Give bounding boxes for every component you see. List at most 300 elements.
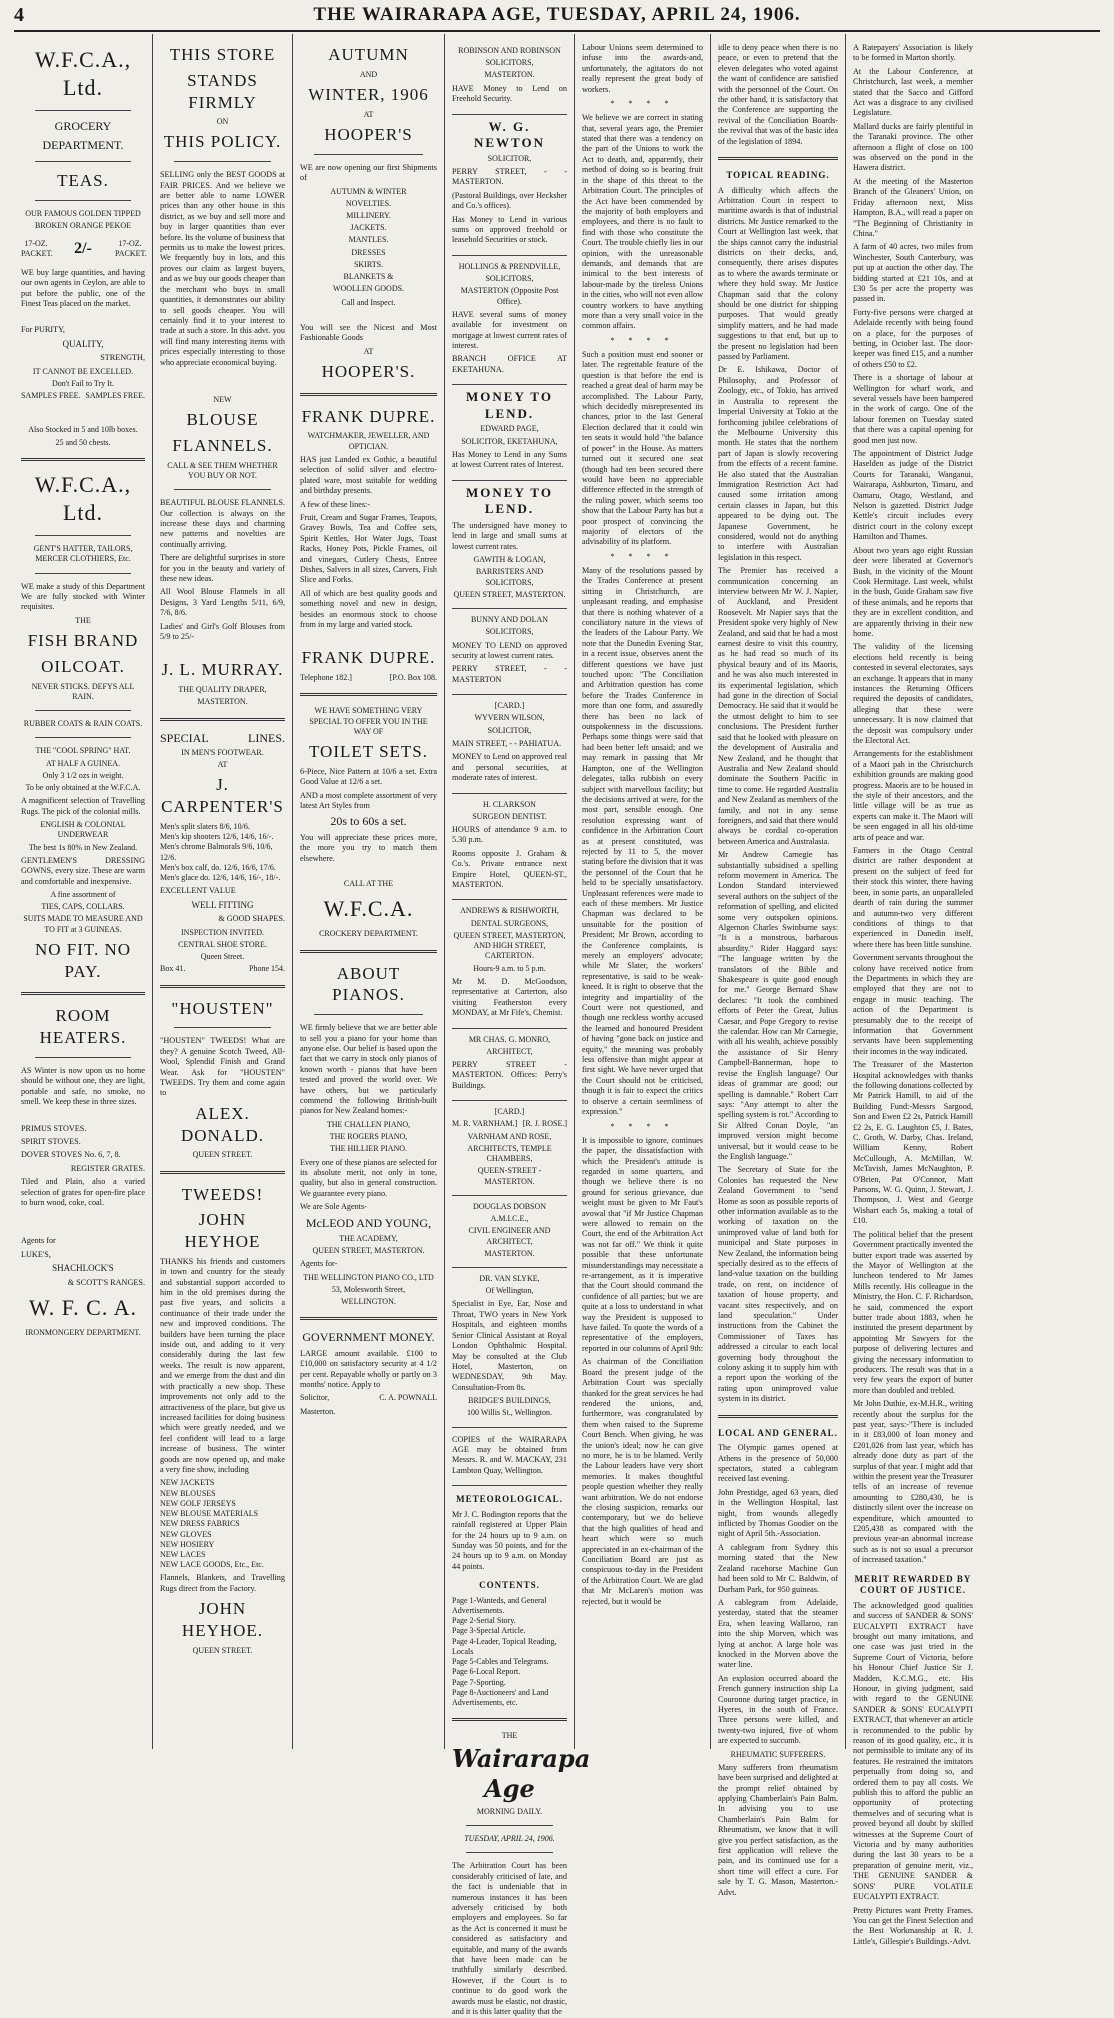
list-item: NEW LACES: [160, 1550, 206, 1559]
ad-title: HOLLINGS & PRENDVILLE,: [458, 261, 561, 271]
ad-sub: DENTAL SURGEONS,: [470, 918, 549, 928]
cannot-be-excelled: IT CANNOT BE EXCELLED.: [32, 366, 134, 376]
list-item: Page 8-Auctioneers' and Land Advertisements, etc.: [452, 1687, 549, 1708]
excellent: EXCELLENT VALUE: [160, 886, 236, 896]
winter: WINTER, 1906: [308, 84, 429, 104]
call-see: CALL & SEE THEM WHETHER YOU BUY OR NOT.: [167, 460, 278, 480]
list-item: AUTUMN & WINTER: [330, 186, 407, 196]
ad-copies: [452, 1428, 567, 1487]
column-5: [574, 34, 710, 1749]
grocery: GROCERY: [54, 119, 112, 134]
local-paragraph: The Treasurer of the Masterton Hospital acknowledges with thanks the following donations collected by Mr Patrick Hamill, to aid of the Building Fund:-Messrs Sargood, Son and Ewen £2 2s, Patrick Hamill £2 2s, E. G. Laughton £5, J. Bates, C. Groth, W. Darby, Chas. Ireland, William Kenny, Robert McCullough, A. McMillan, W. McTavish, James McNaughton, P. O'Brien, Pat O'Connor, Matt Parsons, W. G. Quinn, J. Stewart, J. Thompson, J. West and George Wishart each 5s, making a total of £10.: [853, 1060, 973, 1226]
masterton: Masterton.: [300, 1406, 336, 1416]
contents-heading: CONTENTS.: [479, 1580, 540, 1591]
masthead: [14, 0, 1100, 32]
dupre: FRANK DUPRE.: [301, 648, 436, 668]
something: WE HAVE SOMETHING VERY SPECIAL TO OFFER YOU IN THE WAY OF: [309, 706, 428, 736]
ad-wyvern: [452, 695, 567, 793]
murray: J. L. MURRAY.: [161, 660, 284, 680]
ad-newton: [452, 115, 567, 256]
sizes: Only 3 1/2 ozs in weight.: [42, 770, 124, 780]
list-item: NEW GOLF JERSEYS: [160, 1498, 236, 1508]
list-item: Men's box calf, do. 12/6, 16/6, 17/6.: [160, 862, 276, 872]
heyhoe: JOHN HEYHOE: [184, 1210, 261, 1252]
list-item: THE CHALLEN PIANO,: [326, 1119, 411, 1129]
alex-donald: ALEX. DONALD.: [180, 1103, 265, 1145]
ad-dobson: [452, 1196, 567, 1268]
list-item: WOOLLEN GOODS.: [332, 284, 405, 294]
this-policy: THIS POLICY.: [163, 132, 282, 152]
merit-heading: MERIT REWARDED BY COURT OF JUSTICE.: [854, 1573, 972, 1596]
primus: PRIMUS STOVES.: [21, 1123, 87, 1133]
topical-paragraph: The Secretary of State for the Colonies has requested the New Zealand Government to "send Home as soon as possible reports of other information available as to the working of taxation on the unimproved value of land both for municipal and State purposes in New Zealand, the information being specially desired as to the effects of land-value taxation on the building trade, on rent, on incidence of taxation of house property, and vacant sites respectively, and on land speculation." Under instructions from the Cabinet the Commissioner of Taxes has addressed a circular to each local governing body throughout the colony asking it to supply him with a report upon the working of the rating upon unimproved value system in its district.: [718, 1165, 838, 1404]
list-item: NEW LACE GOODS, Etc., Etc.: [160, 1560, 264, 1570]
ad-place: 100 Willis St., Wellington.: [467, 1408, 552, 1418]
this-store: THIS STORE: [169, 45, 276, 64]
rugs: A magnificent selection of Travelling Rugs. The pick of the colonial mills.: [21, 796, 145, 816]
contact-row: [160, 964, 285, 974]
ad-title: H. CLARKSON: [483, 799, 536, 809]
ad-place: QUEEN STREET, MASTERTON, AND HIGH STREET, CARTERTON.: [453, 930, 566, 961]
and: AND: [359, 69, 378, 79]
crockery: CROCKERY DEPARTMENT.: [319, 929, 418, 939]
ad-varnham: [452, 1101, 567, 1196]
list-item: MANTLES.: [348, 235, 389, 245]
the: THE: [501, 1731, 518, 1741]
special: SPECIAL: [160, 730, 209, 745]
ad-sub: SOLICITORS,: [485, 627, 534, 637]
local-paragraph: The political belief that the present Government practically invented the butter export trade was asserted by the Mayor of Wellington at the luncheon tendered to Mr James Mills recently. His colleague in the Ministry, the Hon. C. F. Richardson, he said, commenced the export butter trade about 1883, when he instituted the present department by appointing Mr Sawyers for the purpose of delivering lectures and giving the necessary information to producers. The result was that in a very few years the export of butter more than doubled and trebled.: [853, 1229, 973, 1395]
ad-clarkson: [452, 794, 567, 901]
ad-sub: SOLICITORS,: [485, 274, 534, 284]
govt-body: LARGE amount available. £100 to £10,000 on satisfactory security at 4 1/2 per cent. Repayable wholly or partly on 3 months' notice. Apply to: [300, 1348, 437, 1390]
local-paragraph: The validity of the licensing elections held recently is being contested in several electorates, says an exchange. It appears that in many instances the Returning Officers required the deposits of candidates, alleging that these were unnecessary. It is now claimed that the deposit was compulsory under the Electoral Act.: [853, 642, 973, 745]
ad-sub: SOLICITOR,: [487, 725, 532, 735]
ad-title: BUNNY AND DOLAN: [470, 615, 549, 625]
local-paragraph: The appointment of District Judge Haselden as judge of the District Courts for Taranaki, Wanganui, Wairarapa, Ashburton, Timaru, and Oamaru, Otago, Westland, and Nelson is gazetted. District Judge Kettle's circuit includes every district court in the colony except Hamilton and Thames.: [853, 449, 973, 542]
topical-paragraph: Mr Andrew Carnegie has substantially subsidised a spelling reform movement in America. The London Standard interviewed several authors on the subject of the reformation of spelling, and elicited some very outspoken opinions. Algernon Charles Swinburne says: "It is a monstrous, barbarous absurdity." Rider Haggard says: "The language written by the translators of the Bible and Shakespeare is quite good enough for me." George Bernard Shaw declares: "It took the combined efforts of Peter the Great, Julius Caesar, and Pope Gregory to revise the calendar. How can Mr Carnegie, with all his wealth, achieve possibly the assistance of Sir Henry Campbell-Bannerman, hope to revise the English language? Our ideas of grammar are good; our spelling is damnable." Robert Carr says: "Any attempt to alter the spelling system is rot." According to Sir Alfred Conan Doyle, "an improved version might become universal, but it would cease to be the English language.": [718, 850, 838, 1161]
list-item: NOVELTIES.: [345, 198, 392, 208]
local-paragraph: Mr John Duthie, ex-M.H.R., writing recently about the surplus for the past year, says:-"There is included in it £83,000 of loan money and £201,026 from last year, which has already done duty as part of the surplus of that year. I might add that within the present year the Treasurer tells of an increase of revenue amounting to £280,430, he is distinctly silent over the increase on expenditure, which amounted to £205,438 as compared with the previous year-an abnormal increase such as is not so usual a precursor of increased taxation.": [853, 1399, 973, 1565]
guinea: AT HALF A GUINEA.: [45, 758, 121, 768]
column-3: [292, 34, 444, 1749]
tea-line: OUR FAMOUS GOLDEN TIPPED: [25, 208, 141, 218]
ironmongery: IRONMONGERY DEPARTMENT.: [25, 1328, 141, 1338]
ad-title: VARNHAM AND ROSE,: [467, 1131, 552, 1141]
list-item: JACKETS.: [350, 223, 387, 233]
list-item: Men's kip shooters 12/6, 14/6, 16/-.: [160, 832, 274, 842]
ties: TIES, CAPS, COLLARS.: [41, 902, 125, 912]
local-paragraph: Forty-five persons were charged at Adelaide recently with being found on a place, for the purposes of betting, in October last. The door-keeper was fined £15, and a number of others £50 to £2.: [853, 307, 973, 369]
local-paragraph: A farm of 40 acres, two miles from Winchester, South Canterbury, was put up at auction the other day. The bidding started at £21 10s, and at £30 5s per acre the property was passed in.: [853, 242, 973, 304]
local-paragraph: The Olympic games opened at Athens in the presence of 50,000 spectators, stated a cablegram received last evening.: [718, 1443, 838, 1484]
separator: * * * *: [610, 1121, 675, 1131]
topical-paragraph: The Premier has received a communication concerning an interview between Mr W. J. Napier, of Auckland, and President Roosevelt. Mr Napier says that the President spoke very highly of New Zealand, and said that he had a most earnest desire to visit this country, as he had read so much of its physical beauty and of its Maoris, and he was also much interested in its experimental legislation, which had gone in the direction of Social Democracy. He said that it would be the utmost delight to him to see conclusions. The President further said that he looked with pleasure on the development of Australia and New Zealand, and he thought that Australia and New Zealand should dominate the Southern Pacific in time to come. He regarded Australia and New Zealand as members of the family, and not in any sense foreigners, and said that there would always be cordial co-operation between America and Australasia.: [718, 566, 838, 846]
ad-place: QUEEN STREET, MASTERTON.: [453, 589, 566, 599]
hoopers: HOOPER'S: [324, 124, 413, 144]
local-paragraph: There is a shortage of labour at Wellington for wharf work, and several vessels have been hampered in the work of cargo. One of the labour foremen on Tuesday stated that there was a capital opening for good men just now.: [853, 373, 973, 445]
ad-body: MONEY TO LEND on approved security at lowest current rates.: [452, 640, 567, 661]
announcement: A fine assortment of: [50, 889, 116, 899]
housten: "HOUSTEN": [171, 998, 274, 1018]
price: 2/-: [74, 240, 92, 258]
leader-body: The Arbitration Court has been considerably criticised of late, and the fact is undeniable that in numerous instances it has been adversely criticised by both employers and employees. So far as the Act is concerned it must be considered as satisfactory and equitable, and many of the awards that have been made can be truthfully similarly described. However, if the Court is to continue to do good work the awards must be elastic, not drastic, and it is this latter quality that the: [452, 1861, 567, 2017]
local-general-heading: LOCAL AND GENERAL.: [718, 1427, 838, 1438]
cool-spring: THE "COOL SPRING" HAT.: [35, 746, 131, 756]
nameplate: Wairarapa Age: [452, 1743, 591, 1804]
at: AT: [217, 760, 228, 770]
list-item: Page 3-Special Article.: [452, 1626, 526, 1636]
list-item: Page 1-Wanteds, and General Advertisements.: [452, 1595, 547, 1615]
leader-paragraph: Many of the resolutions passed by the Trades Conference at present sitting in Christchurch, are unpleasant reading, and emphasise that there is nothing whatever of a conciliatory nature in the views of the leaders of the Labour Party. We note that the Dunedin Evening Star, in a recent issue, observes anent the different questions we have just touched upon: "The Conciliation and Arbitration question has come before the Trades Conference in more than one form, and assuredly there has been no lack of outspokenness in the discussions. Perhaps some things were said that had been better left unsaid; and we may remark in passing that Mr Hampton, one of the Wellington delegates, talks rubbish on every subject with marvellous facility; but the decisions arrived at were, for the most part, sensible enough. One resolution expressing want of confidence in the Arbitration Court as at present constituted, was rejected by 11 to 5, the mover stating before the division that it was the personnel of the Court that he held to be specially unsatisfactory. Unpleasant references were made to each of these members. Mr Justice Chapman was declared to be unsuitable for the position of President; Mr Brown, according to the Conference complaints, is merely an employers' advocate; while Mr Slater, the workers' representative, is said to be weak-kneed. It is right to observe that the integrity and impartiality of the Court were not questioned, and though one reckless worthy accused the learned and honoured President of having "gone back on justice and equity," the meaning was probably less offensive than might appear at first sight. We have never urged that the Court should not be criticised, though it is fair to expect the critics to observe a certain seemliness of expression.": [582, 565, 703, 1117]
ranges: & SCOTT'S RANGES.: [67, 1277, 145, 1287]
contact-row: [300, 673, 437, 683]
ad-body: Has Money to Lend in various sums on approved freehold or leasehold Securities or stock.: [452, 214, 567, 245]
samples-row: [21, 391, 145, 401]
list-item: Page 5-Cables and Telegrams.: [452, 1657, 549, 1667]
toilet-sets: TOILET SETS.: [308, 742, 429, 762]
list-item: THE ROGERS PIANO,: [329, 1132, 408, 1142]
ad-page: [452, 385, 567, 481]
ad-title: MONEY TO LEND.: [466, 389, 553, 421]
meteorological-body: Mr J. C. Bodington reports that the rainfall registered at Upper Plain for the 24 hours up to 9 a.m. on Sunday was 50 points, and for the 24 hours up to 9 a.m. on Monday 44 points.: [452, 1509, 567, 1571]
quality-draper: THE QUALITY DRAPER,: [178, 685, 267, 695]
quality: QUALITY,: [62, 338, 104, 349]
obtained: To be only obtained at the W.F.C.A.: [25, 782, 141, 792]
rubber-coats: RUBBER COATS & RAIN COATS.: [23, 719, 143, 729]
autumn: AUTUMN: [328, 45, 409, 64]
card: [CARD.]: [494, 1107, 525, 1117]
ad-place: PERRY STREET - MASTERTON. Offices: Perry's Buildings.: [452, 1059, 567, 1090]
topical-paragraph: A difficulty which affects the Arbitration Court in respect to maritime awards is that of industrial districts. Mr Justice remarked to the Court at Wellington last week, that the ships cannot carry the industrial districts on their decks, and, consequently, there arises disputes as to where the awards terminate or where they hold sway. Mr Justice Chapman said that the colony should be one district for shipping purposes. That would greatly simplify matters, and he had made suggestions to that end, but up to the present no legislation had been passed by Parliament.: [718, 185, 838, 362]
suits: SUITS MADE TO MEASURE AND TO FIT at 3 GUINEAS.: [23, 914, 143, 934]
best: The best 1s 80% in New Zealand.: [28, 842, 138, 852]
ad-place: BRIDGE'S BUILDINGS,: [468, 1396, 551, 1406]
few-lines: A few of these lines:-: [300, 499, 371, 509]
ladies: Ladies' and Girl's Golf Blouses from 5/9 to 25/-: [160, 621, 285, 642]
lukes: LUKE'S,: [21, 1249, 51, 1259]
topical-paragraph: Dr E. Ishikawa, Doctor of Philosophy, and Professor of Zoology, etc., of Tokio, has arrived in Australia to represent the Imperial University at Tokio at the forthcoming jubilee celebrations of the Melbourne University this month. He states that the northern part of Japan is slowly recovering from the effects of a recent famine. He also stated that the Australian Immigration Restriction Act had caused some irritation among certain classes in Japan, but this appeared to be dying out. The Japanese Government, he considered, would not do anything to interfere with Australian legislation in this respect.: [718, 365, 838, 562]
agents: Agents for-: [300, 1259, 338, 1269]
molesworth: 53, Molesworth Street,: [331, 1285, 406, 1295]
dupre: FRANK DUPRE.: [301, 406, 436, 426]
tea-body: WE buy large quantities, and having our own agents in Ceylon, are able to put before the public, one of the Finest Teas placed on the market.: [21, 267, 145, 308]
leader-paragraph: idle to deny peace when there is no peace, or even to pretend that the eleven delegates who voted against the want of confidence are satisfied with the personnel of the Court. On the other hand, it is satisfactory that the Conference are supporting the revival of the Conciliation Boards-the revival that was of the basic idea of the legislation of 1894.: [718, 43, 838, 146]
on: ON: [216, 117, 229, 127]
ad-sub: CIVIL ENGINEER AND ARCHITECT,: [468, 1226, 551, 1246]
every-one: Every one of these pianos are selected for its absolute merit, not only in tone, quality, but also in general construction. We guarantee every piano.: [300, 1157, 437, 1198]
advt-body: Many sufferers from rheumatism have been surprised and delighted at the prompt relief obtained by applying Chamberlain's Pain Balm. In advising you to use Chamberlain's Pain Balm for Rheumatism, we know that it will give you perfect satisfaction, as the first application will relieve the pain, and its continued use for a short time will effect a cure. For sale by T. G. Mason, Masterton.-Advt.: [718, 1762, 838, 1897]
queen-st: Queen Street.: [200, 952, 245, 962]
queen-street: QUEEN STREET.: [192, 1645, 253, 1655]
list-item: NEW JACKETS: [160, 1478, 215, 1488]
ad-andrews: [452, 900, 567, 1028]
ad-title: WYVERN WILSON,: [474, 713, 545, 723]
ad-sub: SURGEON DENTIST.: [472, 811, 547, 821]
leader-paragraph: It is impossible to ignore, continues the paper, the dissatisfaction with which the President's attitude is regarded in some quarters, and though we believe there is no ground for serious grievance, due weight must be given to Mr Faut's avowal that "if Mr Justice Chapman were allowed to remain on the Court, the end of the Arbitration Act was not far off." We think it quite possible that these unfortunate misunderstandings may necessitate a re-arrangement, as it is imperative that the Court should command the confidence of all parties; but we are quite at a loss to understand in what way the President is supposed to have failed. To quote the words of a representative of the employers, reported in our columns of April 9th:: [582, 1135, 703, 1353]
no-fit-no-pay: NO FIT. NO PAY.: [34, 939, 132, 981]
local-paragraph: A Ratepayers' Association is likely to be formed in Marton shortly.: [853, 43, 973, 63]
list-item: BLANKETS &: [343, 272, 394, 282]
leader-paragraph: We believe we are correct in stating that, several years ago, the Premier stated that there was a tendency on the part of the Unions to work the Act to death, and, apparently, their method of doing so is bearing fruit in the shape of this threat to the Arbitration Court. The principles of the Act have been commended by the majority of both employers and employees, and there is no fault to find with those who constitute the Court. The trouble chiefly lies in our opinion, with the unreasonable demands, and demands that are inimical to the best interests of labour-made by the tireless Unions in the cities, who will not even allow country workers to have anything more than a very small voice in the common affairs.: [582, 113, 703, 331]
samples: SAMPLES FREE.: [21, 391, 81, 401]
wfca-heading: W.F.C.A., Ltd.: [34, 471, 132, 525]
strength: STRENGTH,: [100, 353, 145, 363]
local-paragraph: A cablegram from Sydney this morning stated that the New Zealand racehorse Machine Gun had been sold to Mr C. Baldwin, of Durham Park, for 950 guineas.: [718, 1542, 838, 1594]
heyhoe-body: THANKS his friends and customers in town and country for the steady and substantial support accorded to him in the old premises during the past five years, and solicits a continuance of their trade under the new and improved conditions. The builders have been turning the place inside out, and adding to it very considerably during the last few weeks. The result is now apparent, and we emerge from the dust and din with practically a new shop. These improvements not only add to the attractiveness of the place, but give us increased facilities for doing business which were greatly needed, and we feel confident will lead to a large increase of business. The winter goods are now opened up, and make a very fine show, including: [160, 1256, 285, 1474]
lines-body: Fruit, Cream and Sugar Frames, Teapots, Gravey Bowls, Tea and Coffee sets, Spirit Kettles, Hot Water Jugs, Toast Racks, Honey Pots, Pickle Frames, oil and vinegars, Cutlery Chests, Entree Dishes, Salvers in all sizes, Carvers, Fish Slice and Forks.: [300, 512, 437, 585]
lines: LINES.: [248, 730, 285, 745]
list-item: NEW BLOUSE MATERIALS: [160, 1509, 259, 1519]
ad-title: MR CHAS. G. MONRO,: [468, 1034, 551, 1044]
ad-sub: GAWITH & LOGAN,: [473, 555, 546, 565]
room-heaters: ROOM HEATERS.: [39, 1006, 127, 1048]
heyhoe: JOHN HEYHOE.: [181, 1599, 264, 1641]
ad-place: QUEEN-STREET - MASTERTON.: [477, 1166, 542, 1186]
call-at: CALL AT THE: [343, 879, 394, 889]
underwear: ENGLISH & COLONIAL UNDERWEAR: [40, 820, 126, 840]
well-fitting: WELL FITTING: [191, 899, 254, 910]
about-pianos: ABOUT PIANOS.: [332, 963, 405, 1005]
at: AT: [363, 346, 374, 356]
list-item: Page 7-Sporting.: [452, 1677, 506, 1687]
signature-row: [300, 1393, 437, 1403]
ad-title: W. G. NEWTON: [474, 118, 545, 151]
ad-sub: SOLICITOR, EKETAHUNA,: [461, 436, 558, 446]
po-box: [P.O. Box 108.: [389, 673, 437, 683]
local-paragraph: An explosion occurred aboard the French gunnery instruction ship La Couronne during target practice, in Hyeres, in the south of France. Three persons were killed, and twenty-two injured, five of whom are expected to succumb.: [718, 1673, 838, 1746]
topical-heading: TOPICAL READING.: [726, 170, 830, 181]
shacklocks: SHACHLOCK'S: [52, 1263, 114, 1274]
separator: * * * *: [610, 551, 675, 561]
blouse: BLOUSE: [186, 410, 259, 430]
list-item: NEW DRESS FABRICS: [160, 1519, 240, 1529]
ad-sub: EDWARD PAGE,: [480, 424, 539, 434]
stocked: Also Stocked in 5 and 10lb boxes.: [28, 425, 138, 435]
local-paragraph: At the meeting of the Masterton Branch of the Gleaners' Union, on Friday afternoon next, Miss Hampton, B.A., will read a paper on "The Beginning of Christianity in China.": [853, 176, 973, 238]
tiled: Tiled and Plain, also a varied selection of grates for open-fire place to burn wood, coke, coal.: [21, 1177, 145, 1207]
local-paragraph: Government servants throughout the colony have received notice from the Departments in which they are employed that they are not to engage in music teaching. The action of the Department is presumably due to the receipt of information that Government servants have been supplementing their incomes in the way indicated.: [853, 953, 973, 1056]
merit-body: The acknowledged good qualities and success of SANDER & SONS' EUCALYPTI EXTRACT have brought out many imitations, and one case was just tried in the Supreme Court of Victoria, before his Honour Chief Justice Sir J. Madden, K.C.M.G., etc. His Honour, in giving judgment, said with regard to the GENUINE SANDER & SONS' EUCALYPTI EXTRACT, that whenever an article is recommended to the public by reason of its good quality, etc., it is not permissible to imitate any of its features. He restrained the imitators perpetually from doing so, and ordered them to pay all costs. We publish this to afford the public an opportunity of protecting themselves and of securing what is proved beyond all doubt by skilled witnesses at the Supreme Court of Victoria and by many authorities during the last 30 years to be a preparation of genuine merit, viz., THE GENUINE SANDER & SONS' PURE VOLATILE EUCALYPTI EXTRACT.: [853, 1600, 973, 1902]
list-item: Page 4-Leader, Topical Reading, Locals: [452, 1636, 557, 1656]
masterton: MASTERTON.: [197, 697, 248, 707]
columns: [14, 34, 1100, 2017]
ad-title: DR. VAN SLYKE,: [479, 1274, 540, 1284]
local-paragraph: A cablegram from Adelaide, yesterday, stated that the steamer Era, when leaving Wallaroo, ran into the ship Morven, which was lying at anchor. A large hole was knocked in the Morven above the water line.: [718, 1597, 838, 1670]
in-mens: IN MEN'S FOOTWEAR.: [181, 748, 264, 758]
dateline: TUESDAY, APRIL 24, 1906.: [464, 1834, 555, 1844]
ad-gawith: [452, 481, 567, 609]
ad-body: MONEY to Lend on approved real and personal securities, at moderate rates of interest.: [452, 752, 567, 783]
flannels-rugs: Flannels, Blankets, and Travelling Rugs direct from the Factory.: [160, 1573, 285, 1593]
purity: For PURITY,: [21, 325, 65, 335]
ad-sub: BARRISTERS AND SOLICITORS,: [475, 567, 544, 587]
list-item: Page 2-Serial Story.: [452, 1616, 516, 1626]
ad-title: MONEY TO LEND.: [466, 484, 553, 517]
gowns: GENTLEMEN'S DRESSING GOWNS, every size. These are warm and comfortable and inexpensive.: [21, 855, 145, 886]
beautiful: BEAUTIFUL BLOUSE FLANNELS. Our collection is always on the increase these days and charming new patterns and novelties are continually arriving.: [160, 498, 286, 549]
teas-heading: TEAS.: [57, 171, 109, 191]
tea-line: BROKEN ORANGE PEKOE: [35, 221, 131, 231]
packet-label: 17-OZ. PACKET.: [115, 239, 147, 259]
all-goods: All of which are best quality goods and something novel and new in design, besides an enormous stock to choose from in my large and varied stock.: [300, 588, 437, 629]
range: 20s to 60s a set.: [330, 814, 407, 829]
box: Box 41.: [160, 964, 186, 974]
leader-paragraph: Such a position must end sooner or later. The regrettable feature of the question is that before the end is reached a great deal of harm may be accomplished. The Labour Party, which decidedly misrepresented its chances, prior to the last General Election declared that it could win ten seats it would hold "the balance of power" in the House. As matters turned out it secured one seat (though had ten been secured there would have been no appreciable difference effected in the strength of the ruling power, which seems too show that the Labour Party has but a poor prospect of convincing the majority of electors of the advisability of its platform.: [582, 350, 703, 547]
spirit: SPIRIT STOVES.: [21, 1136, 81, 1146]
ad-place: PERRY STREET, - - MASTERTON.: [452, 167, 567, 187]
ad-place: PERRY STREET, - - MASTERTON: [452, 664, 567, 684]
ad-hollings: [452, 256, 567, 385]
ad-place: MASTERTON.: [484, 70, 535, 80]
leader-paragraph: Labour Unions seem determined to infuse into the awards-and, unfortunately, the agitators do not really represent the great body of workers.: [582, 43, 703, 94]
ad-body: Rooms opposite J. Graham & Co.'s. Private entrance next Empire Hotel, QUEEN-ST., MASTERTON.: [452, 848, 567, 890]
carpenters: J. CARPENTER'S: [161, 775, 284, 817]
ad-sub: ARCHITECTS, TEMPLE CHAMBERS,: [467, 1143, 552, 1164]
never-sticks: NEVER STICKS. DEFYS ALL RAIN.: [31, 681, 135, 701]
tweeds: TWEEDS!: [181, 1184, 264, 1204]
ad-body: BRANCH OFFICE AT EKETAHUNA.: [452, 354, 567, 374]
list-item: Page 6-Local Report.: [452, 1667, 521, 1677]
wellington-piano: THE WELLINGTON PIANO CO., LTD: [303, 1272, 434, 1282]
list-item: Men's split slaters 8/6, 10/6.: [160, 821, 250, 831]
ad-title: ROBINSON AND ROBINSON: [458, 46, 561, 55]
chests: 25 and 50 chests.: [55, 437, 111, 447]
samples: SAMPLES FREE.: [85, 391, 145, 401]
ad-bunny: [452, 609, 567, 695]
dont-fail: Don't Fail to Try It.: [51, 378, 115, 388]
ad-body: Hours-9 a.m. to 5 p.m.: [473, 963, 546, 973]
solicitor: Solicitor,: [300, 1393, 330, 1403]
ad-robinson: [452, 40, 567, 115]
separator: * * * *: [610, 99, 675, 109]
local-paragraph: At the Labour Conference, at Christchurch, last week, a member stated that the Sacco and Gifford Act was a disgrace to any civilised Legislature.: [853, 66, 973, 118]
list-item: Men's glace do. 12/6, 14/6, 16/-, 18/-.: [160, 873, 281, 883]
dupre-body: HAS just Landed ex Gothic, a beautiful selection of solid silver and electro-plated ware, most suitable for wedding and birthday presents.: [300, 454, 437, 496]
frames-advt: Pretty Pictures want Pretty Frames. You can get the Finest Selection and the Best Workmanship at R. J. Little's, Gillespie's Buildings.-Advt.: [853, 1905, 973, 1946]
ad-sub: Of Wellington,: [485, 1286, 534, 1296]
list-item: SKIRTS.: [353, 259, 384, 269]
leader-paragraph: As chairman of the Conciliation Board the present judge of the Arbitration Court was specially thanked for the great services he had rendered the unions, and, furthermore, was congratulated by them when raised to the Supreme Court Bench. When giving, he was the union's ideal; now he can give no more, he is to be blamed. Verily the Labour leaders have very short memories. It makes thoughtful people question whether they really want arbitration. We do not endorse the closing suspicion, remarks our contemporary, but we do believe that the high qualities of head and heart which were so much appreciated in an ex-chairman of the Conciliation Board are just as conspicuous to-day in the President of the Arbitration Court. We are glad that Mr McLaren's motion was rejected, but it would be: [582, 1357, 703, 1606]
partner: M. R. VARNHAM.]: [452, 1119, 518, 1129]
good-shapes: & GOOD SHAPES.: [218, 914, 285, 924]
telephone: Telephone 182.]: [300, 673, 352, 683]
ad-body: HOURS of attendance 9 a.m. to 5.30 p.m.: [452, 825, 567, 845]
ad-sub: ARCHITECT,: [486, 1046, 533, 1056]
agents-for: Agents for: [21, 1236, 56, 1246]
wfca-heading: W. F. C. A.: [28, 1295, 138, 1321]
local-paragraph: About two years ago eight Russian deer were liberated at Governor's Bush, in the vicinity of the Mount Cook Hermitage. Last week, whilst in the bush, Guide Graham saw five of these animals, and he reports that they are in excellent condition, and are apparently thriving in their new home.: [853, 545, 973, 638]
dover: DOVER STOVES No. 6, 7, 8.: [21, 1150, 121, 1160]
the: THE: [75, 615, 91, 625]
ad-body: COPIES of the WAIRARAPA AGE may be obtained from Messrs. R. and W. MACKAY, 231 Lambton Quay, Wellington.: [452, 1434, 567, 1475]
partners-row: [452, 1119, 567, 1129]
card: [CARD.]: [494, 701, 525, 711]
ad-place: MAIN STREET, - - PAHIATUA.: [452, 738, 562, 748]
at: AT: [363, 109, 374, 119]
ad-body: Mr M. D. McGoodson, representative at Carterton, also visiting Featherston every MONDAY, at Mr Fife's, Chemist.: [452, 976, 567, 1018]
flannels: FLANNELS.: [172, 435, 273, 455]
ad-place: MASTERTON (Opposite Post Office).: [460, 286, 559, 306]
fish-brand: FISH BRAND: [27, 631, 139, 651]
column-7: [845, 34, 980, 1946]
local-paragraph: Farmers in the Otago Central district are rather despondent at present on the subject of feed for their stock this winter, there having been, in some parts, an unparalleled dearth of rain during the summer and autumn-two very different conditions of things to that experienced in Dunedin itself, where there has been little sunshine.: [853, 846, 973, 949]
list-item: Men's chrome Balmorals 9/6, 10/6, 12/6.: [160, 842, 273, 862]
ad-sub: SOLICITOR,: [487, 153, 532, 163]
list-item: NEW HOSIERY: [160, 1539, 215, 1549]
special-lines: [160, 731, 285, 746]
ad-place: MASTERTON.: [484, 1248, 535, 1258]
meteorological-heading: METEOROLOGICAL.: [456, 1494, 563, 1505]
column-2: [152, 34, 292, 1749]
toilet-body: 6-Piece, Nice Pattern at 10/6 a set. Extra Good Value at 12/6 a set.: [300, 766, 437, 787]
dept-body: WE make a study of this Department We are fully stocked with Winter requisites.: [21, 581, 145, 612]
ad-vanslyke: [452, 1268, 567, 1428]
masthead-title: THE WAIRARAPA AGE, TUESDAY, APRIL 24, 1906.: [313, 4, 801, 25]
column-6: [710, 34, 845, 1897]
ad-body: Specialist in Eye, Ear, Nose and Throat, TWO years in New York Hospitals, and eighteen months Senior Clinical Assistant at Royal London Ophthalmic Hospital. May be consulted at the Club Hotel, Masterton, on WEDNESDAY, 9th May. Consultation-From 8s.: [452, 1299, 567, 1392]
contents-list: [452, 1596, 567, 1709]
ad-sub: SOLICITORS,: [485, 58, 534, 68]
goods-list: [300, 187, 437, 295]
ad-place: (Pastoral Buildings, over Hecksher and Co.'s offices).: [452, 190, 567, 211]
queen-street: QUEEN STREET.: [192, 1150, 253, 1160]
ad-monro: [452, 1029, 567, 1102]
list-item: NEW GLOVES: [160, 1529, 212, 1539]
ad-body: HAVE several sums of money available for investment on mortgage at lowest current rates of interest.: [452, 309, 567, 350]
ad-title: ANDREWS & RISHWORTH,: [460, 906, 559, 916]
column-1: [14, 34, 152, 1749]
ad-body: Has Money to Lend in any Sums at lowest Current rates of Interest.: [452, 449, 567, 470]
appreciate: You will appreciate these prices more, the more you try to match them elsewhere.: [300, 832, 437, 863]
ad-sub: A.M.I.C.E.,: [490, 1214, 529, 1224]
pianos-body: WE firmly believe that we are better able to sell you a piano for your home than anyone else. Our belief is based upon the fact that we carry in stock only pianos of known worth - pianos that have been tested and proved the world over. We have others, but we particularly commend the following British-built pianos for New Zealand homes:-: [300, 1023, 437, 1116]
mcleod: McLEOD AND YOUNG,: [305, 1215, 432, 1230]
morning-daily: MORNING DAILY.: [476, 1806, 543, 1816]
packet-price: [21, 237, 145, 261]
local-paragraph: John Prestidge, aged 63 years, died in the Wellington Hospital, last night, from wounds allegedly inflicted by Thomas Goodier on the night of April 5th.-Association.: [718, 1487, 838, 1539]
footwear-list: [160, 822, 285, 883]
inspection: INSPECTION INVITED.: [180, 927, 265, 937]
piano-list: [300, 1120, 437, 1155]
new-goods-list: [160, 1478, 285, 1570]
heaters-body: AS Winter is now upon us no home should be without one, they are light, portable and safe, no smoke, no smell. We keep these in three sizes.: [21, 1065, 145, 1107]
advt-heading: RHEUMATIC SUFFERERS.: [730, 1749, 826, 1759]
tweeds-body: "HOUSTEN" TWEEDS! What are they? A genuine Scotch Tweed, All-Wool, Splendid Finish and Grand Wear. Ask for "HOUSTEN" TWEEDS. Try them and come again to: [160, 1036, 285, 1098]
central: CENTRAL SHOE STORE.: [178, 939, 267, 949]
partner: [R. J. ROSE.]: [522, 1119, 567, 1129]
local-paragraph: Arrangements for the establishment of a Maori pah in the Christchurch exhibition grounds are making good progress. Maoris are to be housed in the style of their ancestors, and the little village will be as true as experts can make it. The Maori will be seen engaged in all his old-time arts of peace and war.: [853, 749, 973, 842]
list-item: DRESSES: [351, 247, 386, 257]
separator: * * * *: [610, 335, 675, 345]
complete: AND a most complete assortment of very latest Art Styles from: [300, 790, 437, 811]
oilcoat: OILCOAT.: [41, 656, 125, 676]
phone: Phone 154.: [249, 964, 285, 974]
ad-title: DOUGLAS DOBSON: [472, 1201, 547, 1211]
delightful: There are delightful surprises in store for you in the beauty and variety of these new ideas.: [160, 553, 285, 583]
register: REGISTER GRATES.: [70, 1163, 145, 1173]
hoopers: HOOPER'S.: [321, 361, 416, 381]
opening: WE are now opening our first Shipments of: [300, 162, 437, 183]
packet-label: 17-OZ. PACKET.: [21, 239, 53, 259]
stands-firmly: STANDS FIRMLY: [187, 70, 258, 112]
local-paragraph: Mallard ducks are fairly plentiful in the Taranaki province. The other afternoon a flight of close on 100 was observed on the pond in the Hawera district.: [853, 121, 973, 173]
list-item: THE HILLIER PIANO.: [329, 1144, 408, 1154]
wfca: W.F.C.A.: [323, 896, 414, 922]
column-4: [444, 34, 591, 2017]
pownall: C. A. POWNALL: [379, 1393, 437, 1403]
call-inspect: Call and Inspect.: [341, 297, 396, 307]
